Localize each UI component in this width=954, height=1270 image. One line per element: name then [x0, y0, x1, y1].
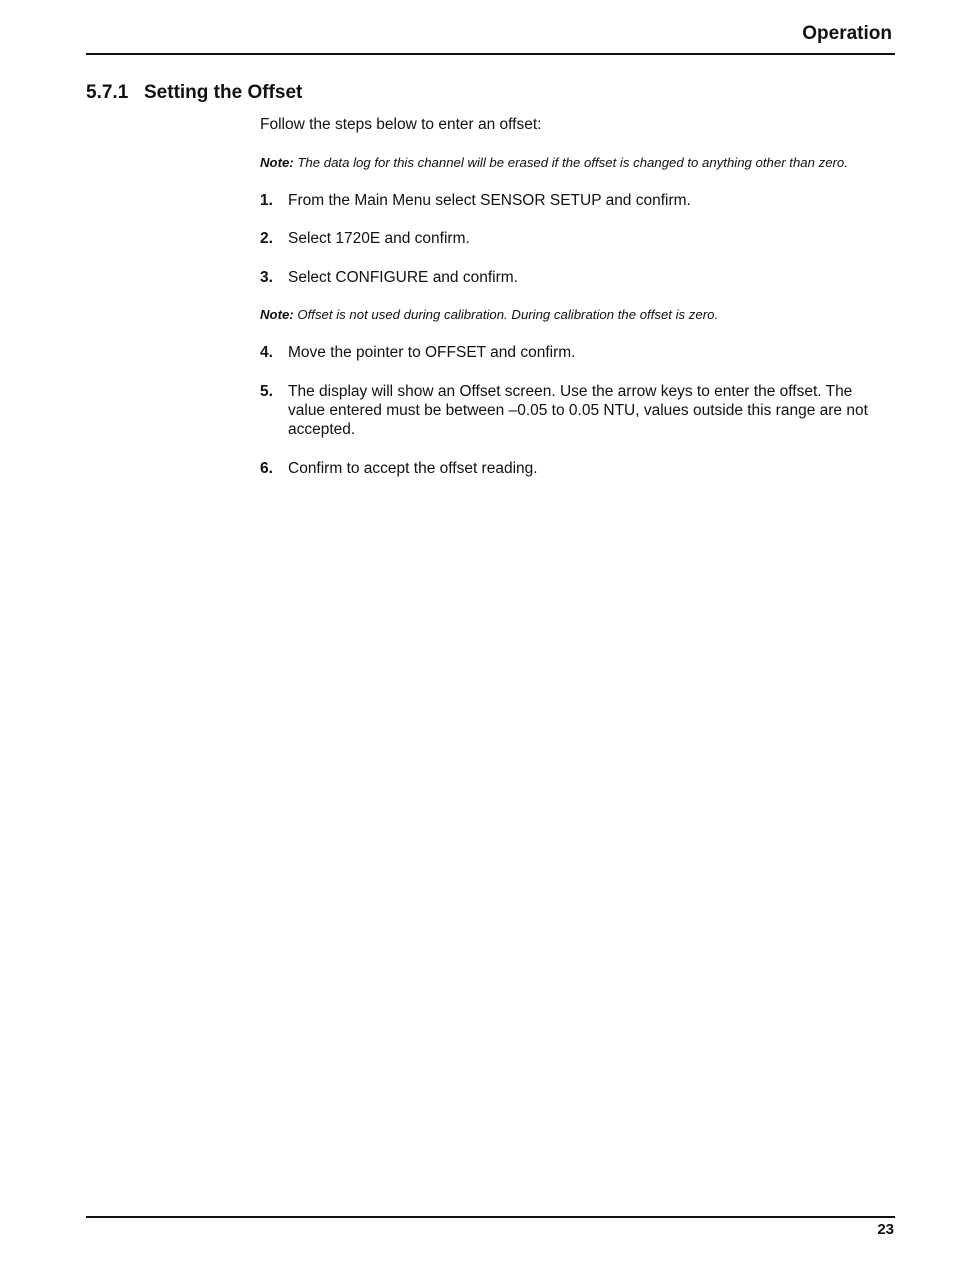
header-rule: [86, 53, 895, 55]
note-label: Note:: [260, 307, 294, 322]
step-number: 3.: [260, 269, 273, 286]
note-data-log: [260, 154, 848, 171]
step-text: Move the pointer to OFFSET and confirm.: [288, 344, 576, 361]
page-header-title: Operation: [802, 23, 892, 44]
intro-paragraph: Follow the steps below to enter an offset:: [260, 116, 542, 133]
note-text: The data log for this channel will be erased if the offset is changed to anything other than zero.: [297, 155, 848, 170]
step-number: 1.: [260, 192, 273, 209]
step-number: 4.: [260, 344, 273, 361]
section-title: Setting the Offset: [144, 82, 303, 103]
step-item: [260, 268, 880, 287]
step-text: From the Main Menu select SENSOR SETUP and confirm.: [288, 192, 691, 209]
section-number: 5.7.1: [86, 82, 129, 103]
step-text: Select 1720E and confirm.: [288, 230, 470, 247]
step-number: 6.: [260, 460, 273, 477]
note-calibration: [260, 306, 718, 323]
section-heading: [86, 81, 302, 105]
step-text: Confirm to accept the offset reading.: [288, 460, 538, 477]
step-item: [260, 229, 880, 248]
step-item: [260, 382, 880, 439]
note-text: Offset is not used during calibration. During calibration the offset is zero.: [297, 307, 719, 322]
step-number: 5.: [260, 383, 273, 400]
page-number: 23: [877, 1221, 894, 1238]
step-text: The display will show an Offset screen. Use the arrow keys to enter the offset. The value entered must be between –0.05 to 0.05 NTU, values outside this range are not accepted.: [288, 383, 868, 438]
note-label: Note:: [260, 155, 294, 170]
step-item: [260, 191, 880, 210]
step-item: [260, 343, 880, 362]
step-number: 2.: [260, 230, 273, 247]
footer-rule: [86, 1216, 895, 1218]
step-text: Select CONFIGURE and confirm.: [288, 269, 518, 286]
step-item: [260, 459, 880, 478]
